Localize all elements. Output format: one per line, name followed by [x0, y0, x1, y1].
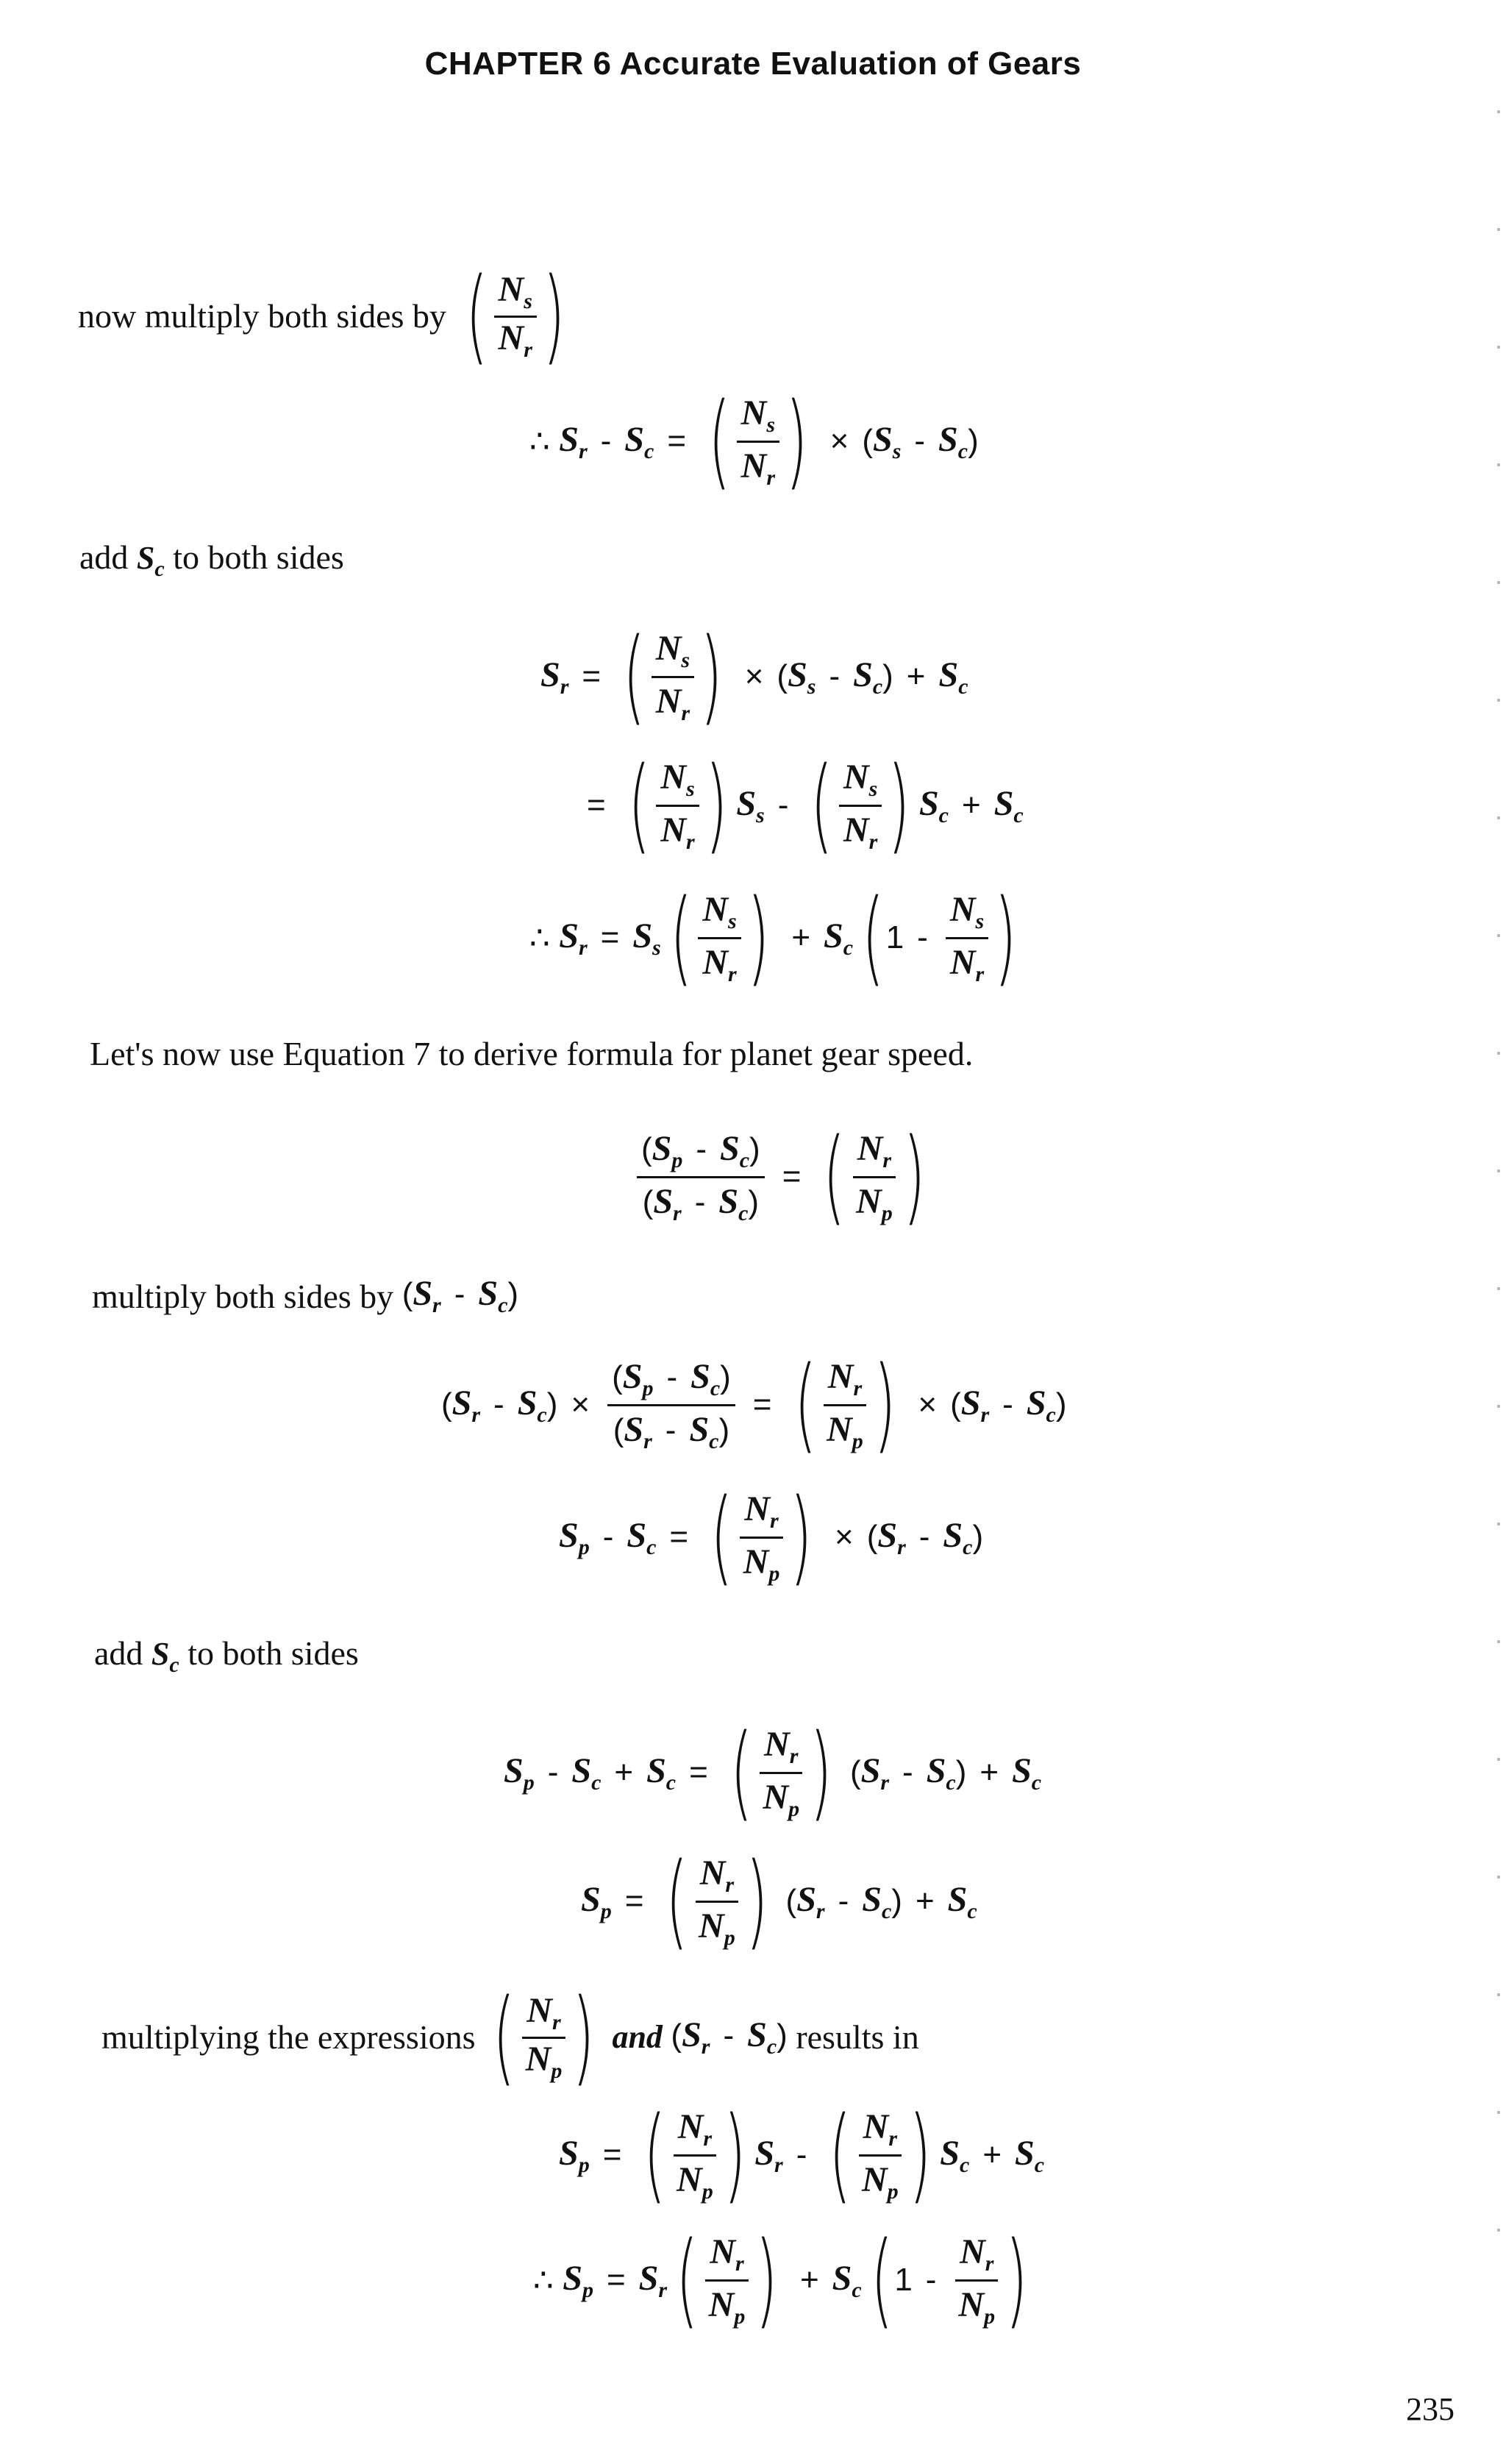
- equation-6: ( $S_r$ - $S_c$ ) × $\frac{(S_p - S_c)}{(S_r - S_c)}$ = ( $\frac{N_r}{N_p}$ ) × ( $S_r$ - $S_c$ ): [441, 1353, 1067, 1456]
- equation-2: $S_r$ = ( $\frac{N_s}{N_r}$ ) × ( $S_s$ - $S_c$ ) + $S_c$: [540, 625, 968, 728]
- text-lets-use-equation-7: Let's now use Equation 7 to derive formula for planet gear speed.: [90, 1035, 974, 1072]
- equation-1: ∴ $S_r$ - $S_c$ = ( $\frac{N_s}{N_r}$ ) × ( $S_s$ - $S_c$ ): [529, 390, 979, 493]
- equation-7: $S_p$ - $S_c$ = ( $\frac{N_r}{N_p}$ ) × ( $S_r$ - $S_c$ ): [559, 1486, 983, 1589]
- equation-11: ∴ $S_p$ = $S_r$ ( $\frac{N_r}{N_p}$ ) + $S_c$ ( 1 - $\frac{N_r}{N_p}$ ): [533, 2229, 1037, 2332]
- equation-5: $\frac{(S_p - S_c)}{(S_r - S_c)}$ = ( $\frac{N_r}{N_p}$ ): [632, 1125, 934, 1228]
- text-multiply-both-sides: now multiply both sides by ( $\frac{N_s}{N_r}$ ): [78, 265, 574, 368]
- equation-9: $S_p$ = ( $\frac{N_r}{N_p}$ ) ( $S_r$ - $S_c$ ) + $S_c$: [581, 1850, 977, 1953]
- equation-3: = ( $\frac{N_s}{N_r}$ ) $S_s$ - ( $\frac{N_s}{N_r}$ ) $S_c$ + $S_c$: [574, 754, 1024, 857]
- equation-4: ∴ $S_r$ = $S_s$ ( $\frac{N_s}{N_r}$ ) + $S_c$ ( 1 - $\frac{N_s}{N_r}$ ): [529, 886, 1026, 989]
- text-add-sc-2: add $S_c$ to both sides: [94, 1634, 359, 1677]
- text-add-sc: add $S_c$ to both sides: [79, 538, 344, 581]
- equation-8: $S_p$ - $S_c$ + $S_c$ = ( $\frac{N_r}{N_p}$ ) ( $S_r$ - $S_c$ ) + $S_c$: [504, 1721, 1041, 1824]
- ratio-ns-nr: ( $\frac{N_s}{N_r}$ ): [457, 265, 574, 368]
- equation-10: $S_p$ = ( $\frac{N_r}{N_p}$ ) $S_r$ - ( $\frac{N_r}{N_p}$ ) $S_c$ + $S_c$: [559, 2104, 1044, 2207]
- text-multiplying-expressions: multiplying the expressions ( $\frac{N_r}{N_p}$ ) and $(S_r - S_c)$ results in: [101, 1986, 919, 2089]
- page-header: CHAPTER 6 Accurate Evaluation of Gears: [424, 46, 1082, 82]
- page-number: 235: [1406, 2391, 1455, 2427]
- text-multiply-by-sr-sc: multiply both sides by $(S_r - S_c)$: [92, 1274, 519, 1317]
